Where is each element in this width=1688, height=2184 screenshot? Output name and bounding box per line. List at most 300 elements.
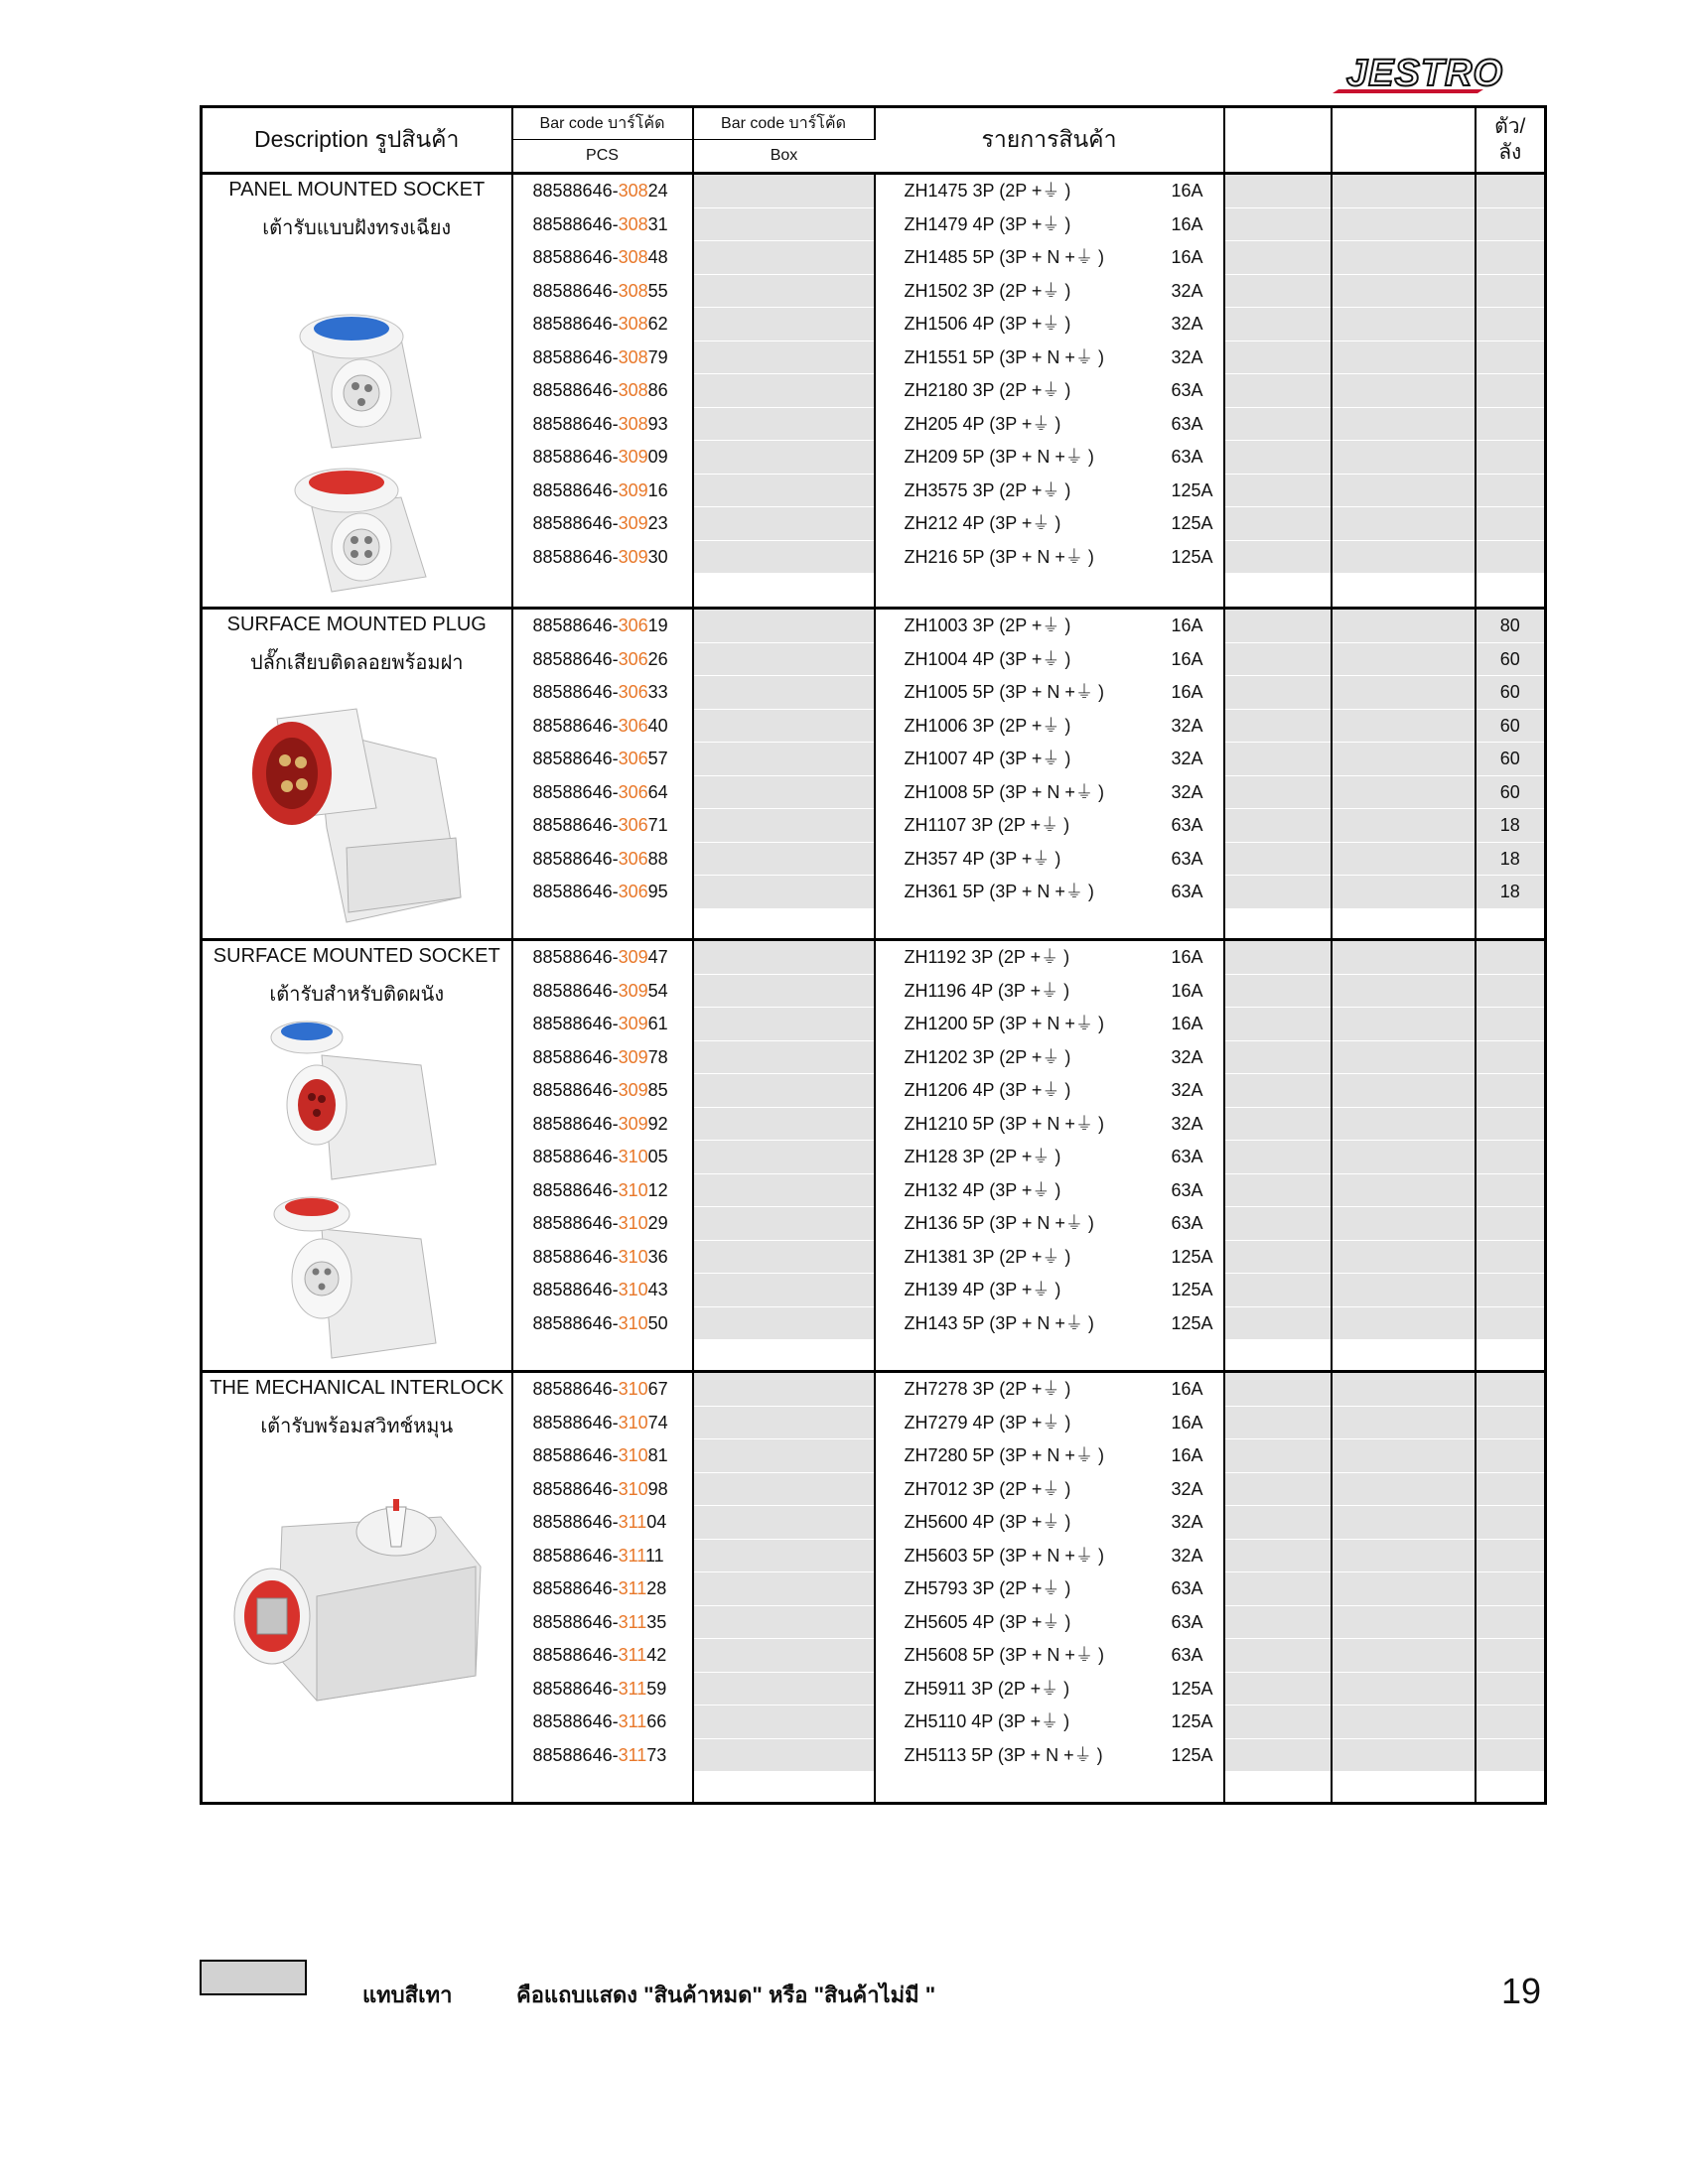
item-model: ZH1196 4P (3P +⏚ ) <box>904 980 1070 1001</box>
blank-cell <box>1225 776 1331 810</box>
barcode-prefix: 88588646- <box>532 781 619 802</box>
blank-column-1 <box>1224 174 1332 609</box>
section-panel-mounted-socket <box>202 174 1546 609</box>
blank-column-2 <box>1332 609 1476 940</box>
qty-per-box <box>1477 975 1545 1009</box>
barcode-box-cell <box>694 876 874 909</box>
item-model: ZH136 5P (3P + N +⏚ ) <box>904 1213 1094 1233</box>
barcode-box-cell <box>694 1307 874 1341</box>
blank-cell <box>1225 1008 1331 1041</box>
barcode-box-cell <box>694 1706 874 1739</box>
item-column <box>875 609 1224 940</box>
blank-cell <box>1333 1274 1475 1307</box>
blank-cell <box>1333 541 1475 575</box>
barcode-box-column <box>693 1372 875 1804</box>
barcode-pcs <box>513 275 692 309</box>
item-model: ZH5110 4P (3P +⏚ ) <box>904 1711 1070 1731</box>
barcode-prefix: 88588646- <box>532 1478 619 1499</box>
qty-per-box <box>1477 1706 1545 1739</box>
blank-cell <box>1333 1473 1475 1507</box>
barcode-main: 310 <box>618 1213 648 1233</box>
qty-per-box <box>1477 275 1545 309</box>
barcode-prefix: 88588646- <box>532 1046 619 1067</box>
item-row <box>876 1008 1223 1041</box>
section-mechanical-interlock <box>202 1372 1546 1804</box>
item-model: ZH216 5P (3P + N +⏚ ) <box>904 546 1094 567</box>
barcode-pcs <box>513 1074 692 1108</box>
surface-socket-image <box>262 1016 451 1363</box>
barcode-prefix: 88588646- <box>532 1412 619 1433</box>
blank-cell <box>1333 843 1475 877</box>
product-table <box>200 105 1547 1805</box>
barcode-main: 311 <box>618 1578 647 1598</box>
item-row <box>876 941 1223 975</box>
qty-column <box>1476 609 1546 940</box>
section-subtitle: เต้ารับสำหรับติดผนัง <box>269 984 445 1006</box>
item-column <box>875 940 1224 1372</box>
barcode-main: 311 <box>618 1645 647 1665</box>
barcode-box-cell <box>694 1141 874 1174</box>
barcode-prefix: 88588646- <box>532 749 619 768</box>
item-amperage: 32A <box>1171 1113 1203 1134</box>
blank-cell <box>1333 475 1475 508</box>
item-row <box>876 1174 1223 1208</box>
header-blank-2 <box>1332 107 1476 174</box>
qty-per-box: 60 <box>1477 776 1545 810</box>
item-row <box>876 1373 1223 1407</box>
item-amperage: 16A <box>1171 1412 1203 1433</box>
blank-cell <box>1225 843 1331 877</box>
blank-cell <box>1225 1506 1331 1540</box>
blank-cell <box>1225 610 1331 643</box>
barcode-prefix: 88588646- <box>532 280 619 301</box>
blank-cell <box>1333 1572 1475 1606</box>
item-row <box>876 1572 1223 1606</box>
barcode-box-cell <box>694 1373 874 1407</box>
barcode-prefix: 88588646- <box>532 947 619 967</box>
item-model: ZH1008 5P (3P + N +⏚ ) <box>904 781 1104 802</box>
item-amperage: 32A <box>1171 1545 1203 1566</box>
barcode-pcs <box>513 743 692 776</box>
barcode-prefix: 88588646- <box>532 513 619 533</box>
item-model: ZH139 4P (3P +⏚ ) <box>904 1280 1061 1299</box>
barcode-box-cell <box>694 1739 874 1773</box>
blank-cell <box>1333 1673 1475 1706</box>
blank-cell <box>1225 1739 1331 1773</box>
item-row <box>876 1506 1223 1540</box>
barcode-pcs <box>513 1241 692 1275</box>
barcode-prefix: 88588646- <box>532 1312 619 1333</box>
barcode-prefix: 88588646- <box>532 815 619 835</box>
barcode-pcs <box>513 507 692 541</box>
barcode-box-cell <box>694 809 874 843</box>
blank-cell <box>1225 941 1331 975</box>
barcode-last: 88 <box>647 848 668 869</box>
item-model: ZH3575 3P (2P +⏚ ) <box>904 479 1071 500</box>
barcode-last: 62 <box>647 314 668 334</box>
item-amperage: 16A <box>1171 1445 1203 1465</box>
qty-per-box <box>1477 441 1545 475</box>
blank-cell <box>1225 475 1331 508</box>
blank-cell <box>1333 776 1475 810</box>
barcode-box-cell <box>694 1606 874 1640</box>
item-row <box>876 743 1223 776</box>
barcode-last: 33 <box>647 682 668 702</box>
barcode-prefix: 88588646- <box>532 1080 619 1100</box>
item-amperage: 32A <box>1171 314 1203 334</box>
barcode-last: 64 <box>647 781 668 802</box>
qty-per-box <box>1477 1572 1545 1606</box>
barcode-last: 19 <box>647 615 668 635</box>
blank-cell <box>1333 341 1475 375</box>
blank-cell <box>1333 1606 1475 1640</box>
barcode-prefix: 88588646- <box>532 648 619 669</box>
barcode-pcs <box>513 541 692 575</box>
barcode-main: 308 <box>618 181 648 201</box>
section-description <box>202 940 512 1372</box>
barcode-prefix: 88588646- <box>532 546 619 567</box>
barcode-last: 26 <box>647 648 668 669</box>
barcode-main: 310 <box>618 1478 648 1499</box>
barcode-prefix: 88588646- <box>532 1678 619 1699</box>
barcode-main: 309 <box>618 947 648 967</box>
item-model: ZH1502 3P (2P +⏚ ) <box>904 280 1071 301</box>
qty-per-box <box>1477 507 1545 541</box>
barcode-box-cell <box>694 208 874 242</box>
barcode-box-cell <box>694 1673 874 1706</box>
blank-cell <box>1333 175 1475 208</box>
qty-per-box <box>1477 1407 1545 1440</box>
interlock-image <box>222 1487 491 1715</box>
item-model: ZH2180 3P (2P +⏚ ) <box>904 380 1071 400</box>
legend-gray-swatch <box>200 1960 307 1995</box>
barcode-last: 30 <box>647 546 668 567</box>
qty-per-box <box>1477 1008 1545 1041</box>
item-row <box>876 643 1223 677</box>
barcode-main: 309 <box>618 980 648 1001</box>
qty-per-box <box>1477 1241 1545 1275</box>
barcode-prefix: 88588646- <box>532 447 619 467</box>
barcode-pcs-column <box>512 609 693 940</box>
item-amperage: 125A <box>1171 1246 1213 1267</box>
barcode-box-column <box>693 940 875 1372</box>
header-qty-line2: ลัง <box>1498 141 1522 164</box>
barcode-box-cell <box>694 843 874 877</box>
blank-column-1 <box>1224 1372 1332 1804</box>
item-model: ZH5608 5P (3P + N +⏚ ) <box>904 1645 1104 1665</box>
item-row <box>876 1041 1223 1075</box>
item-row <box>876 1207 1223 1241</box>
barcode-prefix: 88588646- <box>532 380 619 400</box>
blank-cell <box>1333 1439 1475 1473</box>
barcode-main: 308 <box>618 346 648 367</box>
item-model: ZH1479 4P (3P +⏚ ) <box>904 213 1071 234</box>
barcode-last: 81 <box>647 1445 668 1465</box>
qty-per-box: 60 <box>1477 743 1545 776</box>
blank-cell <box>1225 541 1331 575</box>
section-subtitle: ปลั๊กเสียบติดลอยพร้อมฝา <box>249 652 464 674</box>
barcode-pcs <box>513 1673 692 1706</box>
header-description: Description รูปสินค้า <box>202 107 512 174</box>
barcode-prefix: 88588646- <box>532 1744 619 1765</box>
item-row <box>876 1673 1223 1706</box>
legend-text: คือแถบแสดง "สินค้าหมด" หรือ "สินค้าไม่มี " <box>516 1982 936 2007</box>
barcode-pcs <box>513 643 692 677</box>
barcode-box-cell <box>694 341 874 375</box>
blank-cell <box>1333 876 1475 909</box>
barcode-pcs <box>513 876 692 909</box>
item-amperage: 16A <box>1171 615 1203 635</box>
item-row <box>876 1274 1223 1307</box>
barcode-pcs <box>513 408 692 442</box>
barcode-pcs <box>513 475 692 508</box>
barcode-main: 306 <box>618 749 648 768</box>
blank-column-2 <box>1332 940 1476 1372</box>
barcode-pcs <box>513 1041 692 1075</box>
barcode-last: 23 <box>647 513 668 533</box>
blank-cell <box>1225 208 1331 242</box>
qty-per-box <box>1477 1540 1545 1573</box>
blank-cell <box>1333 809 1475 843</box>
item-row <box>876 1706 1223 1739</box>
barcode-last: 95 <box>647 882 668 901</box>
blank-cell <box>1333 1108 1475 1142</box>
qty-per-box: 18 <box>1477 809 1545 843</box>
item-amperage: 32A <box>1171 280 1203 301</box>
barcode-pcs <box>513 1439 692 1473</box>
blank-cell <box>1333 1540 1475 1573</box>
qty-per-box: 60 <box>1477 676 1545 710</box>
item-row <box>876 676 1223 710</box>
section-description <box>202 1372 512 1804</box>
qty-per-box <box>1477 1373 1545 1407</box>
item-amperage: 125A <box>1171 479 1213 500</box>
item-amperage: 16A <box>1171 648 1203 669</box>
header-box: Box <box>693 139 875 173</box>
barcode-last: 55 <box>647 280 668 301</box>
blank-cell <box>1225 975 1331 1009</box>
blank-cell <box>1225 1639 1331 1673</box>
barcode-box-cell <box>694 275 874 309</box>
item-amperage: 32A <box>1171 1478 1203 1499</box>
item-amperage: 63A <box>1171 1645 1203 1665</box>
item-amperage: 63A <box>1171 1213 1203 1233</box>
barcode-last: 05 <box>647 1147 668 1166</box>
blank-cell <box>1333 710 1475 744</box>
barcode-main: 311 <box>618 1744 647 1765</box>
qty-per-box <box>1477 1207 1545 1241</box>
barcode-main: 309 <box>618 513 648 533</box>
barcode-main: 306 <box>618 648 648 669</box>
item-model: ZH7278 3P (2P +⏚ ) <box>904 1379 1071 1399</box>
barcode-pcs <box>513 1274 692 1307</box>
barcode-last: 93 <box>647 413 668 434</box>
blank-cell <box>1333 1141 1475 1174</box>
blank-cell <box>1333 1373 1475 1407</box>
barcode-last: 86 <box>647 380 668 400</box>
barcode-box-cell <box>694 241 874 275</box>
blank-cell <box>1225 1706 1331 1739</box>
qty-per-box <box>1477 1174 1545 1208</box>
barcode-main: 308 <box>618 380 648 400</box>
item-model: ZH143 5P (3P + N +⏚ ) <box>904 1312 1094 1333</box>
section-description <box>202 609 512 940</box>
qty-per-box <box>1477 475 1545 508</box>
barcode-box-cell <box>694 408 874 442</box>
qty-per-box <box>1477 1274 1545 1307</box>
barcode-box-cell <box>694 643 874 677</box>
brand-logo <box>1329 50 1509 97</box>
barcode-prefix: 88588646- <box>532 1280 619 1299</box>
item-amperage: 16A <box>1171 682 1203 702</box>
barcode-pcs <box>513 341 692 375</box>
barcode-main: 309 <box>618 546 648 567</box>
barcode-prefix: 88588646- <box>532 247 619 267</box>
barcode-last: 16 <box>647 479 668 500</box>
item-amperage: 125A <box>1171 1744 1213 1765</box>
item-model: ZH1200 5P (3P + N +⏚ ) <box>904 1014 1104 1033</box>
header-blank-1 <box>1224 107 1332 174</box>
item-row <box>876 441 1223 475</box>
barcode-last: 61 <box>647 1014 668 1033</box>
item-model: ZH212 4P (3P +⏚ ) <box>904 513 1061 533</box>
barcode-main: 306 <box>618 682 648 702</box>
blank-cell <box>1333 1639 1475 1673</box>
barcode-last: 40 <box>647 715 668 736</box>
qty-per-box: 18 <box>1477 843 1545 877</box>
blank-cell <box>1225 1074 1331 1108</box>
barcode-pcs <box>513 1639 692 1673</box>
barcode-box-cell <box>694 1639 874 1673</box>
item-row <box>876 475 1223 508</box>
barcode-prefix: 88588646- <box>532 682 619 702</box>
qty-per-box <box>1477 175 1545 208</box>
item-amperage: 16A <box>1171 181 1203 201</box>
item-model: ZH5600 4P (3P +⏚ ) <box>904 1512 1071 1532</box>
item-model: ZH1006 3P (2P +⏚ ) <box>904 715 1071 736</box>
qty-per-box <box>1477 941 1545 975</box>
blank-cell <box>1333 941 1475 975</box>
item-model: ZH357 4P (3P +⏚ ) <box>904 848 1061 869</box>
barcode-prefix: 88588646- <box>532 213 619 234</box>
item-model: ZH7280 5P (3P + N +⏚ ) <box>904 1445 1104 1465</box>
qty-per-box <box>1477 1141 1545 1174</box>
blank-cell <box>1225 241 1331 275</box>
barcode-prefix: 88588646- <box>532 1445 619 1465</box>
item-amperage: 63A <box>1171 848 1203 869</box>
item-amperage: 32A <box>1171 715 1203 736</box>
barcode-pcs-column <box>512 174 693 609</box>
blank-cell <box>1225 408 1331 442</box>
section-subtitle: เต้ารับแบบฝังทรงเฉียง <box>262 217 452 239</box>
barcode-main: 310 <box>618 1246 648 1267</box>
blank-cell <box>1225 374 1331 408</box>
section-title: SURFACE MOUNTED SOCKET <box>212 945 500 967</box>
item-model: ZH1210 5P (3P + N +⏚ ) <box>904 1113 1104 1134</box>
item-row <box>876 843 1223 877</box>
item-amperage: 32A <box>1171 346 1203 367</box>
barcode-pcs <box>513 975 692 1009</box>
blank-cell <box>1225 1141 1331 1174</box>
item-amperage: 32A <box>1171 781 1203 802</box>
barcode-prefix: 88588646- <box>532 314 619 334</box>
item-model: ZH1551 5P (3P + N +⏚ ) <box>904 346 1104 367</box>
barcode-last: 85 <box>647 1080 668 1100</box>
qty-per-box <box>1477 1307 1545 1341</box>
barcode-last: 28 <box>646 1578 667 1598</box>
item-amperage: 63A <box>1171 1611 1203 1632</box>
qty-per-box <box>1477 241 1545 275</box>
barcode-main: 310 <box>618 1412 648 1433</box>
blank-cell <box>1225 1439 1331 1473</box>
item-model: ZH128 3P (2P +⏚ ) <box>904 1147 1061 1166</box>
item-amperage: 32A <box>1171 1512 1203 1532</box>
barcode-box-cell <box>694 743 874 776</box>
qty-per-box <box>1477 408 1545 442</box>
barcode-pcs <box>513 809 692 843</box>
blank-cell <box>1225 1673 1331 1706</box>
qty-per-box <box>1477 1606 1545 1640</box>
barcode-main: 306 <box>618 882 648 901</box>
item-row <box>876 1473 1223 1507</box>
item-row <box>876 1739 1223 1773</box>
barcode-last: 35 <box>646 1611 667 1632</box>
barcode-main: 309 <box>618 1113 648 1134</box>
barcode-pcs <box>513 1174 692 1208</box>
barcode-box-cell <box>694 507 874 541</box>
blank-cell <box>1333 1174 1475 1208</box>
blank-cell <box>1225 308 1331 341</box>
qty-per-box <box>1477 374 1545 408</box>
barcode-last: 57 <box>647 749 668 768</box>
blank-cell <box>1333 208 1475 242</box>
barcode-last: 47 <box>647 947 668 967</box>
blank-cell <box>1225 1307 1331 1341</box>
qty-per-box <box>1477 1506 1545 1540</box>
blank-cell <box>1333 275 1475 309</box>
qty-per-box <box>1477 1041 1545 1075</box>
barcode-prefix: 88588646- <box>532 181 619 201</box>
barcode-last: 78 <box>647 1046 668 1067</box>
item-model: ZH1107 3P (2P +⏚ ) <box>904 815 1070 835</box>
item-column <box>875 1372 1224 1804</box>
qty-column <box>1476 1372 1546 1804</box>
barcode-last: 48 <box>647 247 668 267</box>
barcode-main: 310 <box>618 1179 648 1200</box>
item-row <box>876 1639 1223 1673</box>
section-surface-mounted-socket <box>202 940 1546 1372</box>
barcode-main: 308 <box>618 213 648 234</box>
item-model: ZH1007 4P (3P +⏚ ) <box>904 749 1071 768</box>
item-row <box>876 776 1223 810</box>
barcode-pcs <box>513 1141 692 1174</box>
barcode-box-cell <box>694 610 874 643</box>
blank-cell <box>1333 1041 1475 1075</box>
item-row <box>876 208 1223 242</box>
item-amperage: 125A <box>1171 1280 1213 1299</box>
blank-cell <box>1225 441 1331 475</box>
qty-per-box: 18 <box>1477 876 1545 909</box>
qty-per-box: 80 <box>1477 610 1545 643</box>
item-row <box>876 374 1223 408</box>
item-row <box>876 1141 1223 1174</box>
blank-cell <box>1225 275 1331 309</box>
barcode-box-cell <box>694 975 874 1009</box>
qty-per-box: 60 <box>1477 643 1545 677</box>
barcode-last: 66 <box>646 1711 667 1731</box>
barcode-main: 309 <box>618 447 648 467</box>
blank-cell <box>1333 643 1475 677</box>
